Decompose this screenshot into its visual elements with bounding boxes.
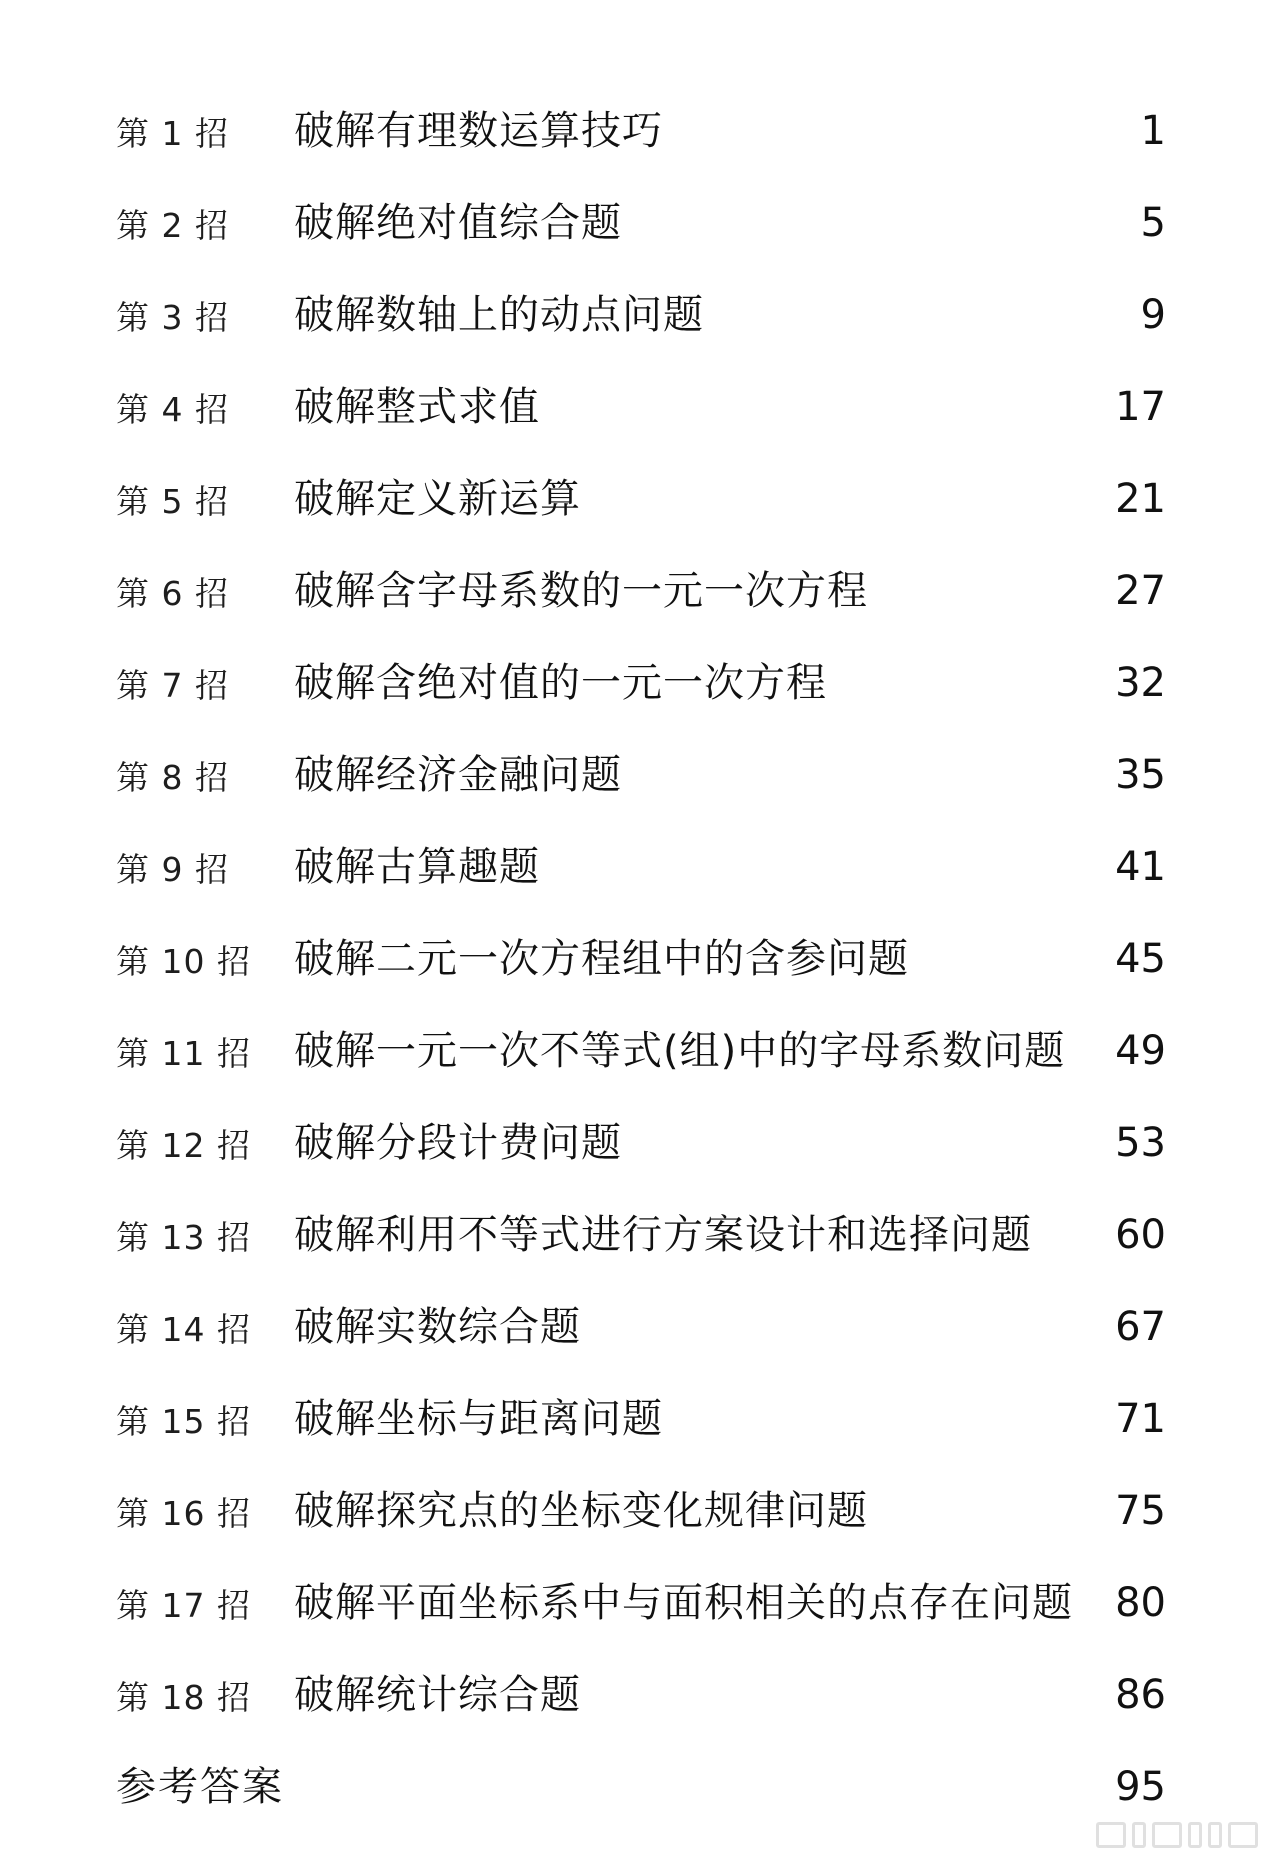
chapter-page-number: 75 bbox=[1115, 1488, 1166, 1534]
toc-entry-17[interactable] bbox=[116, 1564, 1166, 1656]
chapter-number: 第 13 招 bbox=[116, 1218, 251, 1257]
chapter-page-number: 53 bbox=[1115, 1120, 1166, 1166]
chapter-number: 第 12 招 bbox=[116, 1126, 251, 1165]
chapter-page-number: 5 bbox=[1140, 200, 1166, 246]
chapter-title: 破解数轴上的动点问题 bbox=[294, 292, 704, 338]
chapter-number: 第 10 招 bbox=[116, 942, 251, 981]
chapter-number: 第 2 招 bbox=[116, 206, 229, 245]
toc-entry-12[interactable] bbox=[116, 1104, 1166, 1196]
chapter-title: 破解探究点的坐标变化规律问题 bbox=[294, 1488, 868, 1534]
chapter-title: 破解一元一次不等式(组)中的字母系数问题 bbox=[294, 1028, 1066, 1074]
chapter-number: 第 17 招 bbox=[116, 1586, 251, 1625]
chapter-page-number: 45 bbox=[1115, 936, 1166, 982]
chapter-page-number: 21 bbox=[1115, 476, 1166, 522]
chapter-page-number: 35 bbox=[1115, 752, 1166, 798]
toc-entry-9[interactable] bbox=[116, 828, 1166, 920]
toc-entry-8[interactable] bbox=[116, 736, 1166, 828]
watermark-glyph-icon bbox=[1152, 1822, 1182, 1848]
watermark-glyph-icon bbox=[1228, 1822, 1258, 1848]
table-of-contents bbox=[116, 92, 1166, 1840]
toc-entry-11[interactable] bbox=[116, 1012, 1166, 1104]
answers-page-number: 95 bbox=[1115, 1764, 1166, 1810]
chapter-title: 破解含绝对值的一元一次方程 bbox=[294, 660, 827, 706]
chapter-title: 破解统计综合题 bbox=[294, 1672, 581, 1718]
toc-entry-18[interactable] bbox=[116, 1656, 1166, 1748]
toc-entry-4[interactable] bbox=[116, 368, 1166, 460]
chapter-title: 破解含字母系数的一元一次方程 bbox=[294, 568, 868, 614]
toc-entry-14[interactable] bbox=[116, 1288, 1166, 1380]
chapter-title: 破解实数综合题 bbox=[294, 1304, 581, 1350]
chapter-title: 破解有理数运算技巧 bbox=[294, 108, 663, 154]
toc-entry-15[interactable] bbox=[116, 1380, 1166, 1472]
chapter-number: 第 4 招 bbox=[116, 390, 229, 429]
toc-entry-1[interactable] bbox=[116, 92, 1166, 184]
chapter-title: 破解利用不等式进行方案设计和选择问题 bbox=[294, 1212, 1032, 1258]
toc-entry-10[interactable] bbox=[116, 920, 1166, 1012]
chapter-number: 第 3 招 bbox=[116, 298, 229, 337]
watermark-logo bbox=[998, 1815, 1258, 1855]
chapter-title: 破解定义新运算 bbox=[294, 476, 581, 522]
toc-entry-2[interactable] bbox=[116, 184, 1166, 276]
answers-title: 参考答案 bbox=[116, 1764, 284, 1810]
chapter-number: 第 15 招 bbox=[116, 1402, 251, 1441]
chapter-title: 破解经济金融问题 bbox=[294, 752, 622, 798]
chapter-number: 第 16 招 bbox=[116, 1494, 251, 1533]
watermark-glyph-icon bbox=[1188, 1822, 1202, 1848]
toc-entry-3[interactable] bbox=[116, 276, 1166, 368]
toc-entry-13[interactable] bbox=[116, 1196, 1166, 1288]
chapter-title: 破解分段计费问题 bbox=[294, 1120, 622, 1166]
chapter-page-number: 27 bbox=[1115, 568, 1166, 614]
watermark-glyph-icon bbox=[1096, 1822, 1126, 1848]
chapter-page-number: 80 bbox=[1115, 1580, 1166, 1626]
watermark-glyph-icon bbox=[1208, 1822, 1222, 1848]
chapter-number: 第 18 招 bbox=[116, 1678, 251, 1717]
chapter-page-number: 49 bbox=[1115, 1028, 1166, 1074]
chapter-number: 第 9 招 bbox=[116, 850, 229, 889]
chapter-page-number: 41 bbox=[1115, 844, 1166, 890]
chapter-number: 第 11 招 bbox=[116, 1034, 251, 1073]
chapter-page-number: 71 bbox=[1115, 1396, 1166, 1442]
chapter-title: 破解绝对值综合题 bbox=[294, 200, 622, 246]
chapter-number: 第 1 招 bbox=[116, 114, 229, 153]
toc-entry-16[interactable] bbox=[116, 1472, 1166, 1564]
chapter-page-number: 17 bbox=[1115, 384, 1166, 430]
toc-entry-5[interactable] bbox=[116, 460, 1166, 552]
watermark-glyph-icon bbox=[1132, 1822, 1146, 1848]
chapter-page-number: 60 bbox=[1115, 1212, 1166, 1258]
chapter-title: 破解古算趣题 bbox=[294, 844, 540, 890]
chapter-number: 第 6 招 bbox=[116, 574, 229, 613]
chapter-page-number: 9 bbox=[1140, 292, 1166, 338]
chapter-number: 第 5 招 bbox=[116, 482, 229, 521]
chapter-title: 破解平面坐标系中与面积相关的点存在问题 bbox=[294, 1580, 1073, 1626]
chapter-number: 第 14 招 bbox=[116, 1310, 251, 1349]
chapter-page-number: 1 bbox=[1140, 108, 1166, 154]
chapter-page-number: 32 bbox=[1115, 660, 1166, 706]
toc-entry-6[interactable] bbox=[116, 552, 1166, 644]
chapter-page-number: 67 bbox=[1115, 1304, 1166, 1350]
chapter-title: 破解坐标与距离问题 bbox=[294, 1396, 663, 1442]
toc-entry-7[interactable] bbox=[116, 644, 1166, 736]
chapter-number: 第 7 招 bbox=[116, 666, 229, 705]
chapter-page-number: 86 bbox=[1115, 1672, 1166, 1718]
chapter-number: 第 8 招 bbox=[116, 758, 229, 797]
chapter-title: 破解二元一次方程组中的含参问题 bbox=[294, 936, 909, 982]
chapter-title: 破解整式求值 bbox=[294, 384, 540, 430]
